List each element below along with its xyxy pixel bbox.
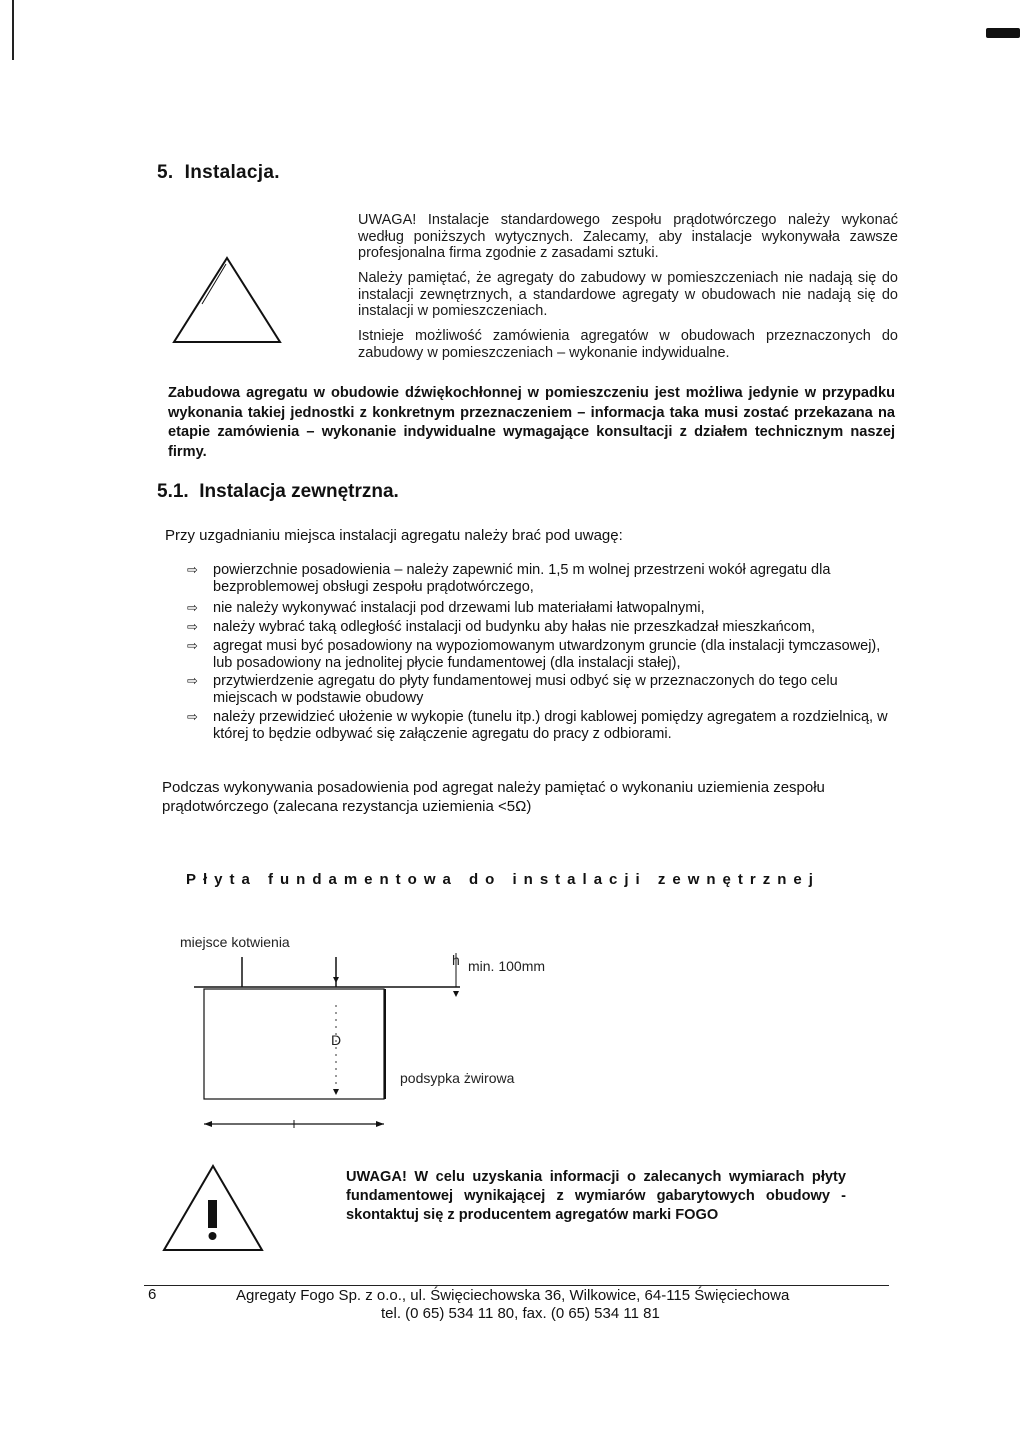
plate-title: Płyta fundamentowa do instalacji zewnętrznej [186,871,820,888]
warning-text-1: UWAGA! Instalacje standardowego zespołu prądotwórczego należy wykonać według poniższych wytycznych. Zalecamy, aby instalacje wykonywała zawsze profesjonalna firma zgodnie z zasadami sztuki. [358,212,898,262]
warning-text-2: Należy pamiętać, że agregaty do zabudowy w pomieszczeniach nie nadają się do instalacji zewnętrznych, a standardowe agregaty w obudowach nie nadają się do instalacji w pomieszczeniach. [358,270,898,320]
arrow-right-icon: ⇨ [187,618,198,634]
foundation-diagram [160,925,580,1140]
bold-notice: Zabudowa agregatu w obudowie dźwiękochłonnej w pomieszczeniu jest możliwa jedynie w przypadku wykonania takiej jednostki z konkretnym przeznaczeniem – informacja taka musi zostać przekazana na etapie zamówienia – wykonanie indywidualne wymagające konsultacji z działem technicznym naszej firmy. [168,385,895,460]
arrow-right-icon: ⇨ [187,709,198,725]
requirements-list [187,562,899,745]
footer-contact: tel. (0 65) 534 11 80, fax. (0 65) 534 11 81 [381,1305,660,1322]
section-heading [157,162,280,184]
warning-text-bottom: UWAGA! W celu uzyskania informacji o zalecanych wymiarach płyty fundamentowej wynikającej z wymiarów gabarytowych obudowy - skontaktuj się z producentem agregatów marki FOGO [346,1169,846,1223]
arrow-right-icon: ⇨ [187,673,198,689]
footer-company [236,1287,876,1323]
list-item: ⇨ agregat musi być posadowiony na wypoziomowanym utwardzonym gruncie (dla instalacji tymczasowej), lub posadowiony na jednolitej płycie fundamentowej (dla instalacji stałej), [187,637,881,671]
grounding-paragraph: Podczas wykonywania posadowienia pod agregat należy pamiętać o wykonaniu uziemienia zespołu prądotwórczego (zalecana rezystancja uziemienia <5Ω) [162,779,825,815]
subsection-number: 5.1. [157,481,189,502]
subsection-heading [157,481,399,503]
h-label: h [452,952,460,968]
arrow-right-icon: ⇨ [187,637,198,653]
page-number: 6 [148,1286,157,1303]
foundation-slab [204,989,384,1099]
scan-mark [986,28,1020,38]
anchor-label: miejsce kotwienia [180,934,290,950]
section-title: Instalacja. [184,162,280,183]
scan-edge-line [12,0,14,60]
subsection-title: Instalacja zewnętrzna. [199,481,399,502]
min-label: min. 100mm [468,958,546,974]
intro-text: Przy uzgadnianiu miejsca instalacji agregatu należy brać pod uwagę: [165,527,623,544]
arrow-right-icon: ⇨ [187,562,198,577]
list-item: ⇨ powierzchnie posadowienia – należy zapewnić min. 1,5 m wolnej przestrzeni wokół agregatu dla bezproblemowej obsługi zespołu prądotwórczego, [187,562,831,595]
footer-divider [144,1285,889,1286]
warning-text-3: Istnieje możliwość zamówienia agregatów w obudowach przeznaczonych do zabudowy w pomieszczeniach – wykonanie indywidualne. [358,328,898,361]
list-item: ⇨ należy wybrać taką odległość instalacji od budynku aby hałas nie przeszkadzał mieszkańcom, [187,618,816,635]
warning-triangle-icon [168,254,286,348]
footer-address: Agregaty Fogo Sp. z o.o., ul. Święciechowska 36, Wilkowice, 64-115 Święciechowa [236,1287,790,1304]
list-item: ⇨ przytwierdzenie agregatu do płyty fundamentowej musi odbyć się w przeznaczonych do tego celu miejscach w podstawie obudowy [187,673,838,707]
arrow-right-icon: ⇨ [187,599,198,615]
section-number: 5. [157,162,174,183]
d-label: D [331,1032,342,1048]
list-item: ⇨ należy przewidzieć ułożenie w wykopie (tunelu itp.) drogi kablowej pomiędzy agregatem a rozdzielnicą, w której to będzie odbywać się załączenie agregatu do pracy z odbiorami. [187,709,888,743]
list-item: ⇨ nie należy wykonywać instalacji pod drzewami lub materiałami łatwopalnymi, [187,599,705,616]
warning-exclamation-icon [158,1162,268,1256]
gravel-label: podsypka żwirowa [400,1070,515,1086]
